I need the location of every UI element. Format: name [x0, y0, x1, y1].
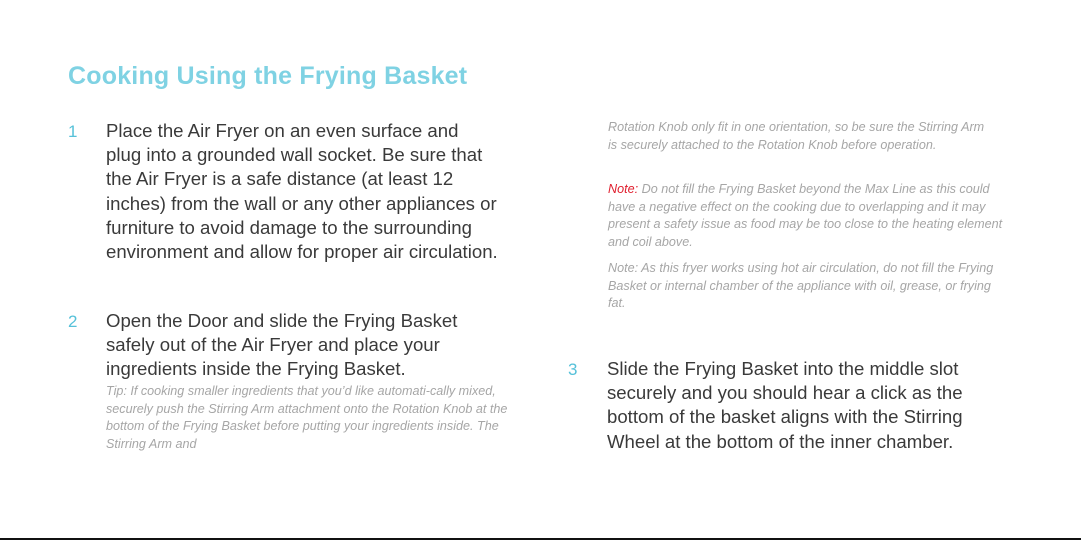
step-3-text: Slide the Frying Basket into the middle slot securely and you should hear a click as the bottom of the basket aligns with the Stirring Wheel at the bottom of the inner chamber. [607, 358, 963, 452]
step-2-number: 2 [68, 312, 78, 331]
tip-continued: Rotation Knob only fit in one orientation, so be sure the Stirring Arm is securely attached to the Rotation Knob before operation. [608, 120, 985, 152]
page-title: Cooking Using the Frying Basket [68, 62, 468, 90]
step-3-number: 3 [568, 360, 578, 379]
step-2-tip: Tip: If cooking smaller ingredients that you’d like automati-cally mixed, securely push the Stirring Arm attachment onto the Rotation Knob at the bottom of the Frying Basket before putting your ingredients inside. The Stirring Arm and [106, 384, 508, 451]
step-2-text: Open the Door and slide the Frying Basket safely out of the Air Fryer and place your ingredients inside the Frying Basket. [106, 310, 458, 380]
note-max-line [608, 181, 1016, 251]
note-hot-air: Note: As this fryer works using hot air circulation, do not fill the Frying Basket or internal chamber of the appliance with oil, grease, or frying fat. [608, 261, 994, 311]
step-1-text: Place the Air Fryer on an even surface and plug into a grounded wall socket. Be sure that the Air Fryer is a safe distance (at least 12 inches) from the wall or any other appliances or furniture to avoid damage to the surrounding environment and allow for proper air circulation. [106, 120, 498, 263]
step-1-number: 1 [68, 122, 78, 141]
bottom-divider [0, 538, 1081, 540]
note-max-line-text: Do not fill the Frying Basket beyond the Max Line as this could have a negative effect on the cooking due to overlapping and it may present a safety issue as food may be too close to the heating element and coil above. [608, 182, 1003, 249]
note-label: Note: [608, 182, 639, 196]
